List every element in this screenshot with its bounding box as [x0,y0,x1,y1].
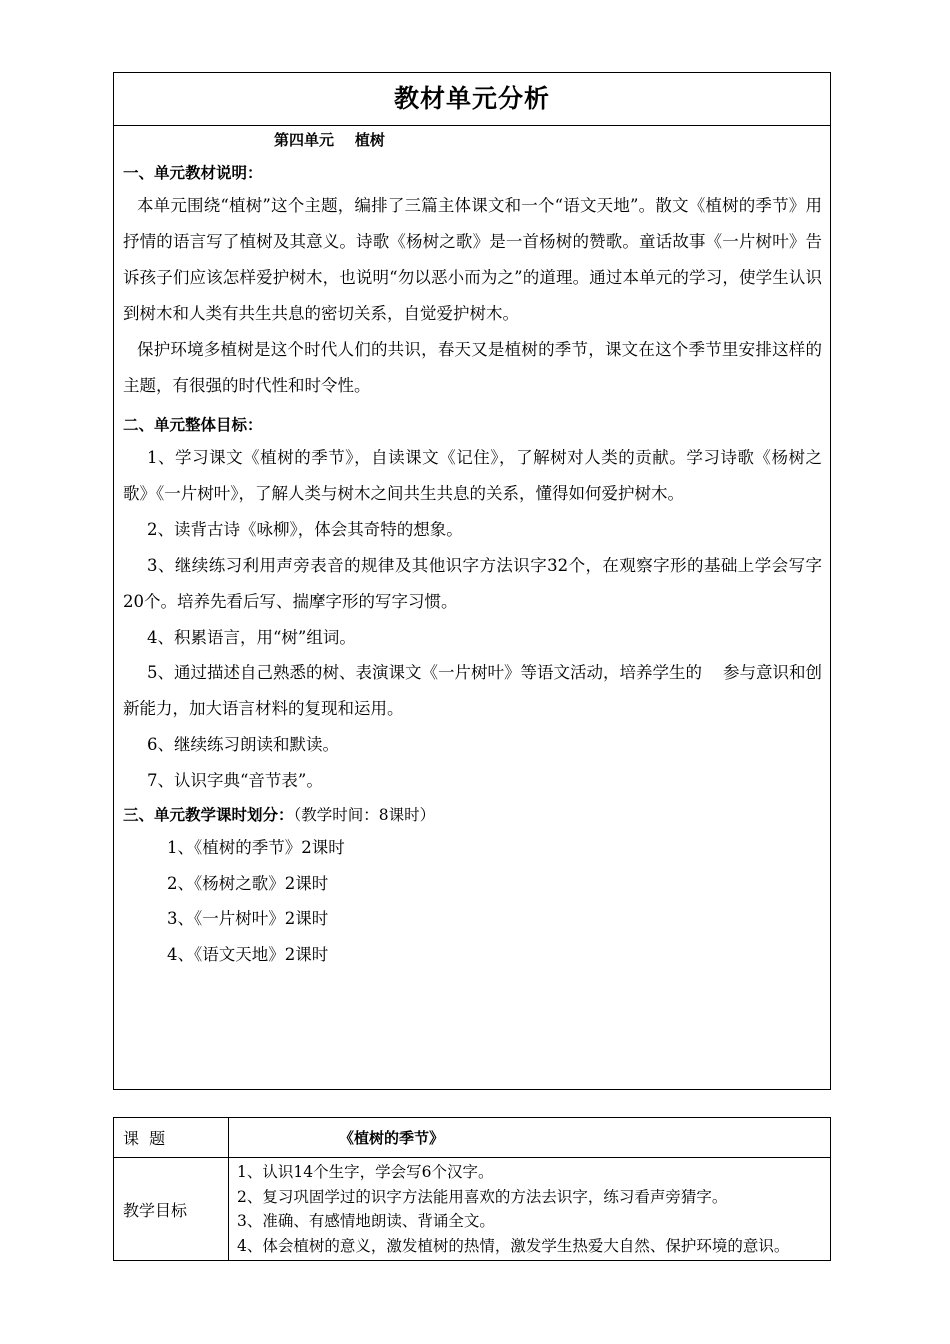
lesson-goal-1: 1、认识14个生字，学会写6个汉字。 [237,1163,494,1181]
goal-item-4: 4、积累语言，用“树”组词。 [147,627,356,647]
goal-item-2: 2、读背古诗《咏柳》，体会其奇特的想象。 [147,520,463,539]
goal-item-7: 7、认识字典“音节表”。 [147,770,323,790]
section3-heading-text: 三、单元教学课时划分： [123,806,294,824]
teaching-time-note: （教学时间：8课时） [293,806,436,824]
topic-value: 《植树的季节》 [229,1118,831,1158]
lesson-goal-3: 3、准确、有感情地朗读、背诵全文。 [237,1212,495,1230]
section1-heading: 一、单元教材说明： [123,164,263,182]
schedule-item-3: 3、《一片树叶》2课时 [167,909,329,928]
unit-analysis-content [114,126,830,972]
lesson-goal-4: 4、体会植树的意义，激发植树的热情，激发学生热爱大自然、保护环境的意识。 [237,1236,790,1255]
goal-item-6: 6、继续练习朗读和默读。 [147,735,339,754]
section1-para2: 保护环境多植树是这个时代人们的共识，春天又是植树的季节，课文在这个季节里安排这样的主题，有很强的时代性和时令性。 [123,340,822,395]
goal-item-5: 5、通过描述自己熟悉的树、表演课文《一片树叶》等语文活动，培养学生的 参与意识和创新能力，加大语言材料的复现和运用。 [123,663,822,718]
schedule-item-4: 4、《语文天地》2课时 [167,944,329,964]
lesson-plan-table [113,1117,831,1261]
section2-heading: 二、单元整体目标： [123,416,263,434]
section3-heading [123,800,822,830]
topic-label: 课 题 [114,1118,229,1158]
unit-analysis-box [113,72,831,1090]
goal-item-3: 3、继续练习利用声旁表音的规律及其他识字方法识字32个，在观察字形的基础上学会写字20个。培养先看后写、揣摩字形的写字习惯。 [123,555,822,611]
document-title: 教材单元分析 [114,73,830,126]
goals-cell [229,1158,831,1261]
schedule-item-1: 1、《植树的季节》2课时 [167,838,345,857]
goals-label: 教学目标 [114,1158,229,1261]
table-row [114,1158,831,1261]
unit-heading: 第四单元 植树 [274,131,385,149]
schedule-item-2: 2、《杨树之歌》2课时 [167,873,329,893]
table-row [114,1118,831,1158]
goal-item-1: 1、学习课文《植树的季节》，自读课文《记住》，了解树对人类的贡献。学习诗歌《杨树之歌》《一片树叶》，了解人类与树木之间共生共息的关系，懂得如何爱护树木。 [123,448,822,503]
lesson-goal-2: 2、复习巩固学过的识字方法能用喜欢的方法去识字，练习看声旁猜字。 [237,1187,728,1206]
section1-para1: 本单元围绕“植树”这个主题，编排了三篇主体课文和一个“语文天地”。散文《植树的季节》用抒情的语言写了植树及其意义。诗歌《杨树之歌》是一首杨树的赞歌。童话故事《一片树叶》告诉孩子们应该怎样爱护树木，也说明“勿以恶小而为之”的道理。通过本单元的学习，使学生认识到树木和人类有共生共息的密切关系，自觉爱护树木。 [123,196,822,323]
